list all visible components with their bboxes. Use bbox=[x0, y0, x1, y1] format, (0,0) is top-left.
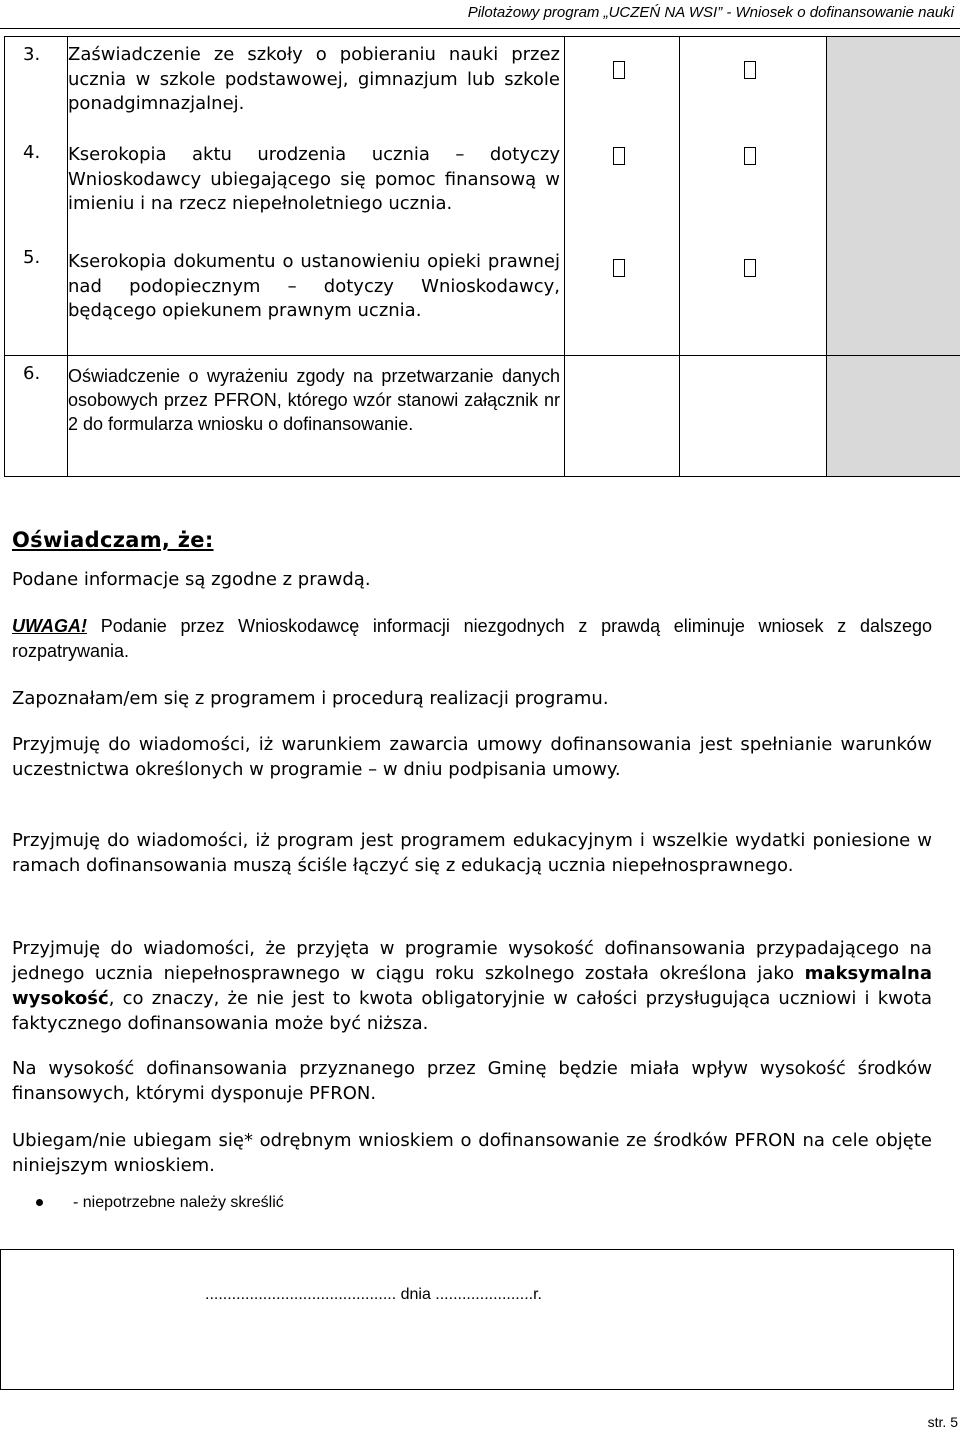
shaded-column bbox=[827, 356, 960, 477]
item-number-3: 3. bbox=[23, 44, 41, 65]
header-divider bbox=[0, 28, 960, 29]
statement-paragraph: Przyjmuję do wiadomości, iż warunkiem zawarcia umowy dofinansowania jest spełnianie warunków uczestnictwa określonych w programie – w dniu podpisania umowy. bbox=[12, 734, 932, 780]
document-header: Pilotażowy program „UCZEŃ NA WSI” - Wniosek o dofinansowanie nauki bbox=[467, 4, 954, 21]
item-text-5: Kserokopia dokumentu o ustanowieniu opieki prawnej nad podopiecznym – dotyczy Wnioskodawcy, będącego opiekunem prawnym ucznia. bbox=[68, 251, 560, 321]
statement-paragraph: Podane informacje są zgodne z prawdą. bbox=[12, 569, 371, 590]
checkbox-column-2 bbox=[680, 37, 827, 356]
checkbox-icon[interactable] bbox=[744, 147, 756, 165]
item-number-5: 5. bbox=[23, 247, 41, 268]
shaded-column bbox=[827, 37, 960, 356]
text-column bbox=[68, 37, 565, 356]
item-text-3: Zaświadczenie ze szkoły o pobieraniu nauki przez ucznia w szkole podstawowej, gimnazjum lub szkole ponadgimnazjalnej. bbox=[68, 44, 560, 114]
item-text-4: Kserokopia aktu urodzenia ucznia – dotyczy Wnioskodawcy ubiegającego się pomoc finansową w imieniu i na rzecz niepełnoletniego ucznia. bbox=[68, 144, 560, 214]
checkbox-icon[interactable] bbox=[744, 259, 756, 277]
emphasis-text: maksymalna wysokość bbox=[12, 963, 932, 1009]
statement-paragraph: Zapoznałam/em się z programem i procedurą realizacji programu. bbox=[12, 688, 609, 709]
item-text-6: Oświadczenie o wyrażeniu zgody na przetwarzanie danych osobowych przez PFRON, którego wzór stanowi załącznik nr 2 do formularza wniosku o dofinansowanie. bbox=[68, 366, 560, 434]
footnote bbox=[36, 1194, 284, 1212]
paragraph-text: Przyjmuję do wiadomości, że przyjęta w programie wysokość dofinansowania przypadającego na jednego ucznia niepełnosprawnego w ciągu roku szkolnego została określona jako bbox=[12, 938, 932, 984]
page-number: str. 5 bbox=[927, 1414, 958, 1430]
warning-label: UWAGA! bbox=[12, 616, 87, 636]
checkbox-icon[interactable] bbox=[613, 61, 625, 79]
warning-paragraph bbox=[12, 614, 932, 664]
number-column bbox=[5, 37, 68, 356]
signature-box bbox=[0, 1249, 954, 1390]
item-number-6: 6. bbox=[23, 363, 41, 384]
item-number-4: 4. bbox=[23, 142, 41, 163]
checkbox-column-1 bbox=[565, 37, 680, 356]
empty-cell bbox=[680, 356, 827, 477]
statement-title: Oświadczam, że: bbox=[12, 528, 214, 552]
statement-paragraph: Przyjmuję do wiadomości, iż program jest programem edukacyjnym i wszelkie wydatki poniesione w ramach dofinansowania muszą ściśle łączyć się z edukacją ucznia niepełnosprawnego. bbox=[12, 830, 932, 876]
paragraph-text: , co znaczy, że nie jest to kwota obligatoryjnie w całości przysługująca uczniowi i kwota faktycznego dofinansowania może być niższa. bbox=[12, 988, 932, 1034]
text-column bbox=[68, 356, 565, 477]
statement-paragraph bbox=[12, 936, 932, 1036]
statement-paragraph: Na wysokość dofinansowania przyznanego przez Gminę będzie miała wpływ wysokość środków finansowych, którymi dysponuje PFRON. bbox=[12, 1058, 932, 1104]
footnote-text: - niepotrzebne należy skreślić bbox=[73, 1194, 284, 1211]
warning-text: Podanie przez Wnioskodawcę informacji niezgodnych z prawdą eliminuje wniosek z dalszego rozpatrywania. bbox=[12, 616, 932, 661]
checkbox-icon[interactable] bbox=[613, 147, 625, 165]
empty-cell bbox=[565, 356, 680, 477]
bullet-icon bbox=[36, 1199, 43, 1206]
attachments-table bbox=[4, 36, 960, 477]
signature-date-line: ........................................... dnia ......................r. bbox=[205, 1286, 542, 1303]
statement-paragraph: Ubiegam/nie ubiegam się* odrębnym wnioskiem o dofinansowanie ze środków PFRON na cele objęte niniejszym wnioskiem. bbox=[12, 1130, 932, 1176]
checkbox-icon[interactable] bbox=[613, 259, 625, 277]
checkbox-icon[interactable] bbox=[744, 61, 756, 79]
number-column bbox=[5, 356, 68, 477]
